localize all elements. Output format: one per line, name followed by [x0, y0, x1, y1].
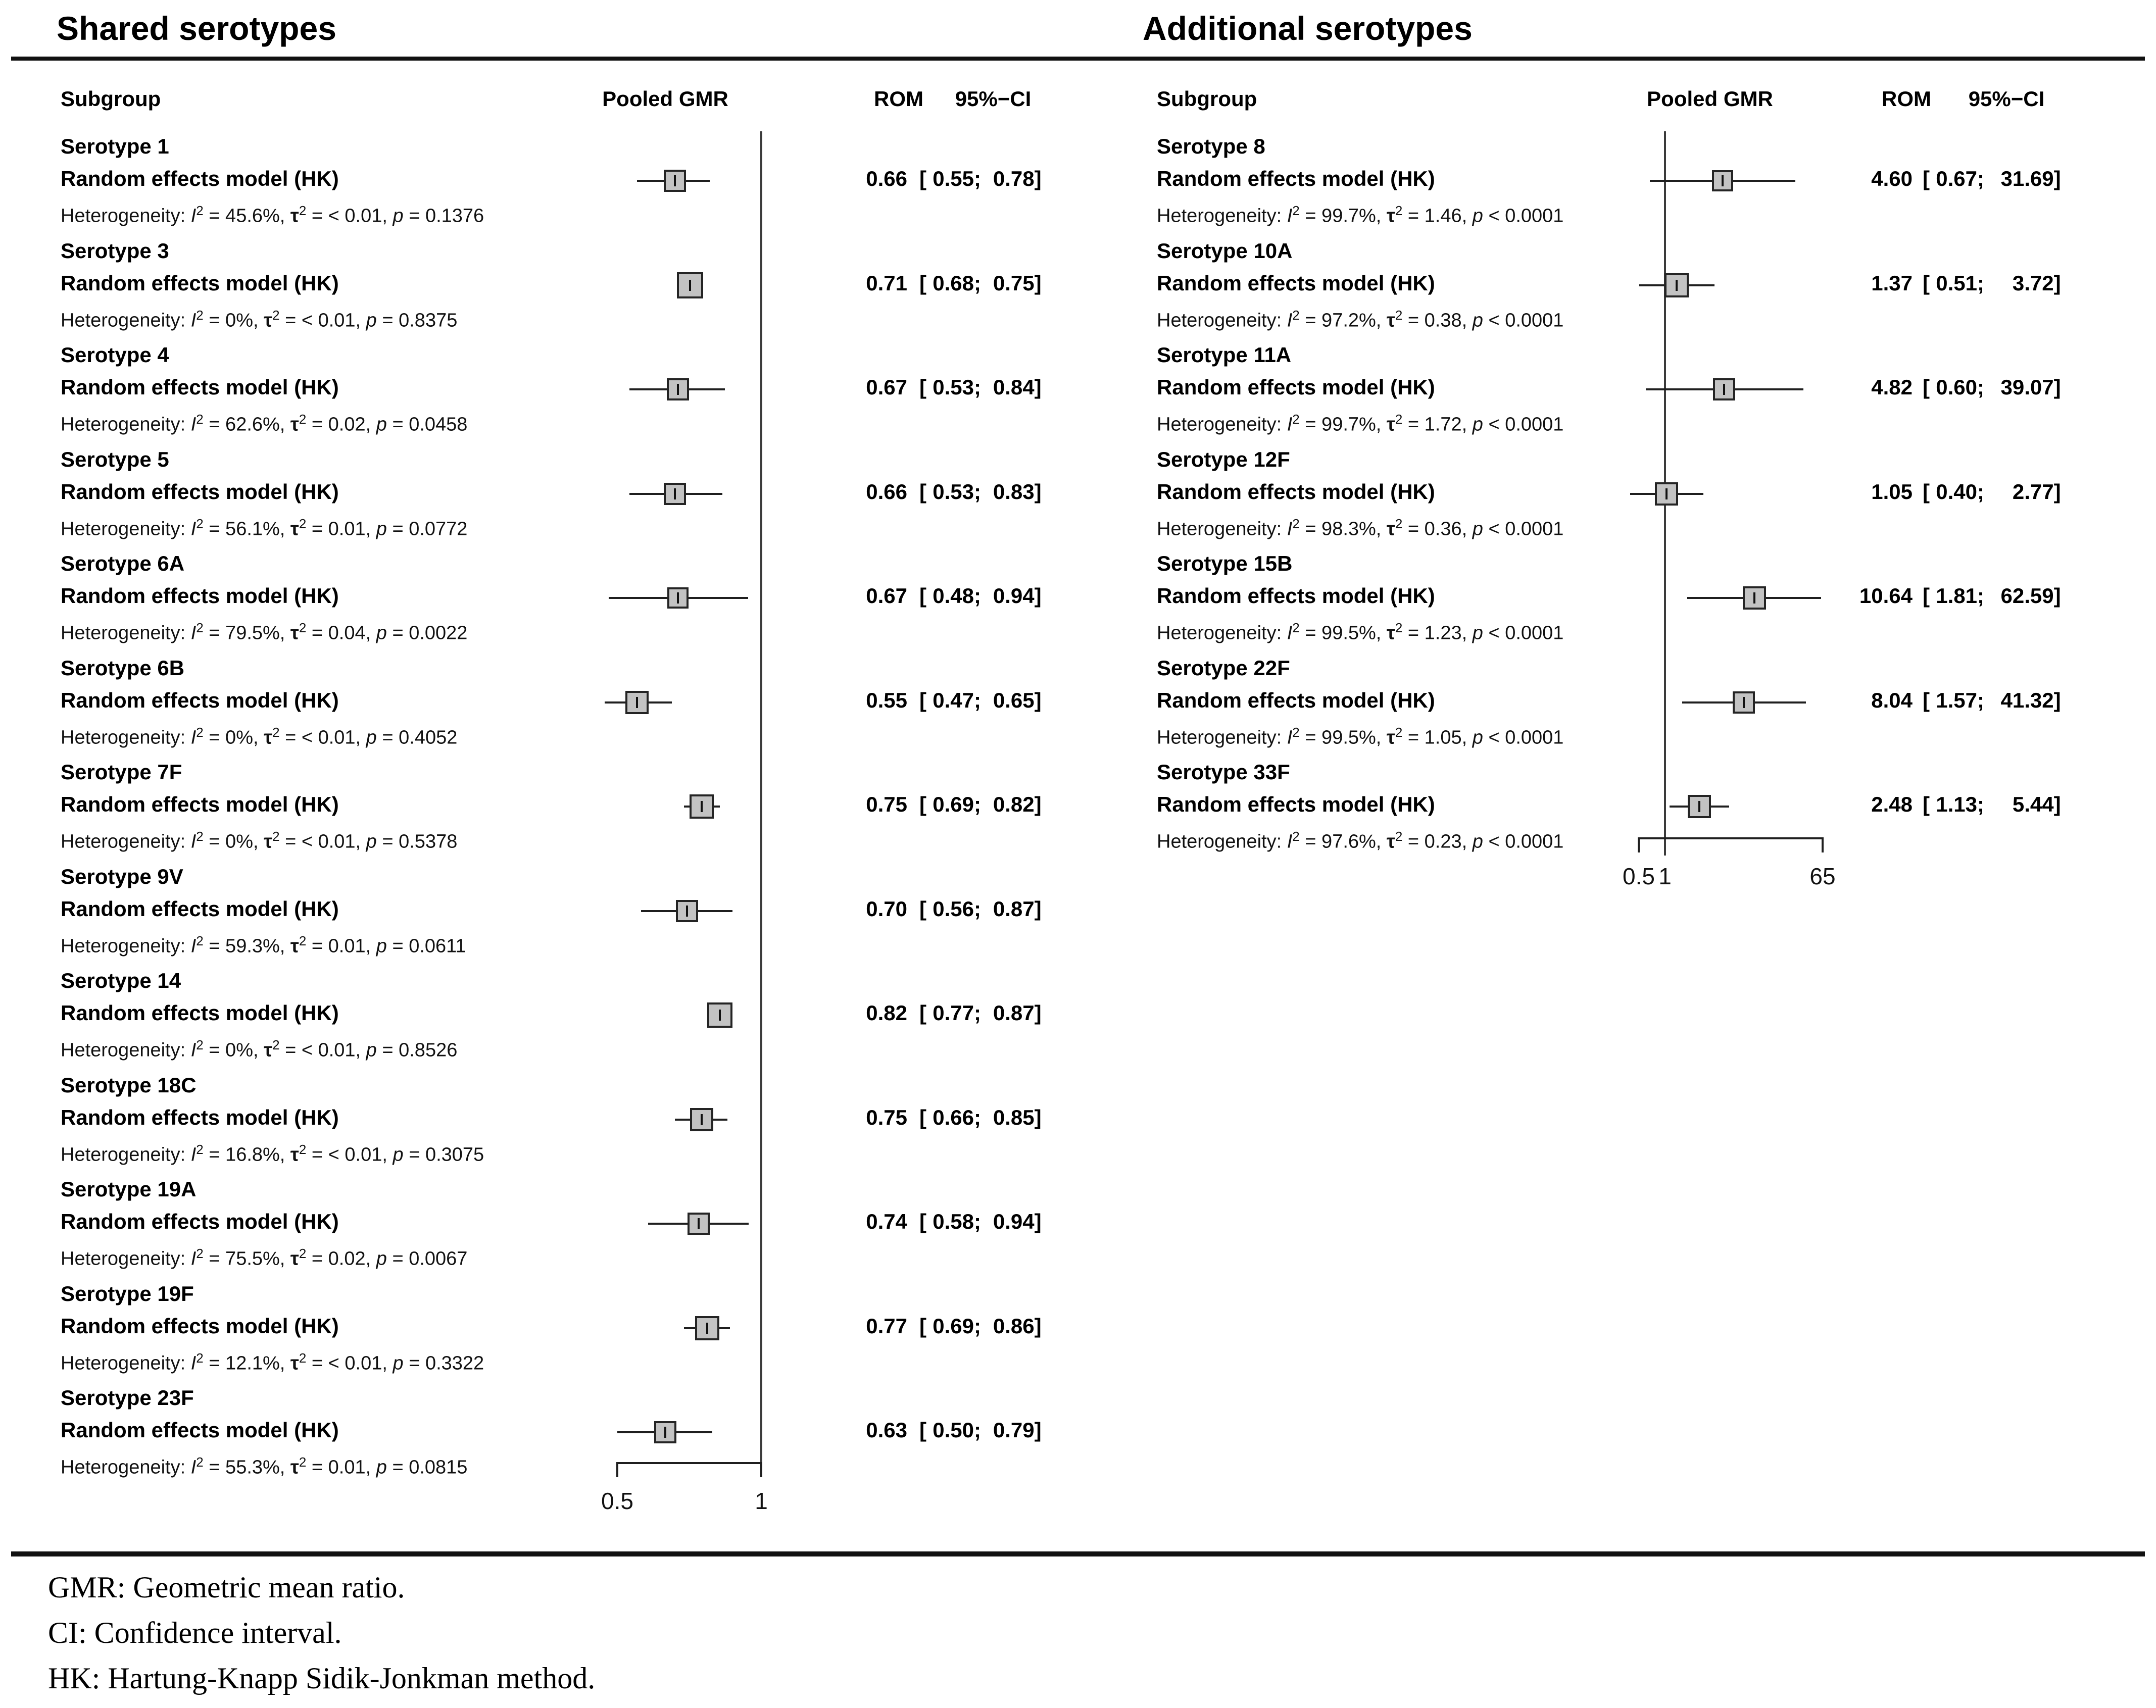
model-label: Random effects model (HK)	[61, 897, 339, 921]
axis-line	[1639, 837, 1823, 839]
axis-line	[617, 1462, 761, 1464]
rom-value: 0.63	[866, 1418, 907, 1442]
point-estimate-tick	[674, 175, 676, 186]
rom-value: 0.55	[866, 688, 907, 712]
point-estimate-tick	[1723, 384, 1725, 395]
ci-value: [ 0.53; 0.83]	[919, 480, 1042, 504]
point-estimate-tick	[719, 1010, 721, 1021]
axis-tick	[1638, 837, 1640, 852]
rom-value: 0.67	[866, 375, 907, 399]
subgroup-label: Serotype 11A	[1157, 343, 1292, 367]
model-label: Random effects model (HK)	[1157, 584, 1435, 608]
subgroup-label: Serotype 18C	[61, 1073, 197, 1097]
axis-tick	[616, 1462, 618, 1477]
right-column-header-subgroup: Subgroup	[1157, 87, 1257, 111]
footnote-hk: HK: Hartung-Knapp Sidik-Jonkman method.	[48, 1662, 596, 1695]
model-label: Random effects model (HK)	[61, 480, 339, 504]
subgroup-label: Serotype 10A	[1157, 239, 1293, 263]
ci-value: [ 0.51; 3.72]	[1923, 271, 2061, 295]
model-label: Random effects model (HK)	[61, 167, 339, 190]
point-estimate-tick	[677, 592, 679, 604]
footer-divider	[11, 1551, 2145, 1556]
point-estimate-tick	[1753, 592, 1755, 604]
axis-tick-label: 1	[755, 1488, 768, 1514]
axis-tick-label: 65	[1809, 863, 1836, 889]
rom-value: 4.60	[1871, 167, 1913, 190]
ci-value: [ 0.58; 0.94]	[919, 1210, 1042, 1233]
rom-value: 0.71	[866, 271, 907, 295]
subgroup-label: Serotype 3	[61, 239, 169, 263]
right-column-header-ci: 95%−CI	[1968, 87, 2045, 111]
heterogeneity-text: Heterogeneity: $I^2 = 98.3\%$, $\tau^2 = 0.36$, p < 0.0001	[1157, 516, 1564, 540]
left-panel-title: Shared serotypes	[57, 10, 336, 47]
point-estimate-tick	[674, 488, 676, 499]
heterogeneity-text: Heterogeneity: $I^2 = 12.1\%$, $\tau^2$ = < 0.01, p = 0.3322	[61, 1350, 484, 1374]
subgroup-label: Serotype 9V	[61, 865, 183, 888]
ci-value: [ 1.57; 41.32]	[1923, 688, 2061, 712]
heterogeneity-text: Heterogeneity: $I^2 = 16.8\%$, $\tau^2$ = < 0.01, p = 0.3075	[61, 1142, 484, 1166]
subgroup-label: Serotype 33F	[1157, 760, 1290, 784]
rom-value: 4.82	[1871, 375, 1913, 399]
model-label: Random effects model (HK)	[61, 1106, 339, 1129]
model-label: Random effects model (HK)	[1157, 375, 1435, 399]
subgroup-label: Serotype 23F	[61, 1386, 194, 1410]
heterogeneity-text: Heterogeneity: $I^2 = 97.6\%$, $\tau^2 = 0.23$, p < 0.0001	[1157, 829, 1564, 852]
heterogeneity-text: Heterogeneity: $I^2 = 56.1\%$, $\tau^2 = 0.01$, p = 0.0772	[61, 516, 468, 540]
point-estimate-tick	[686, 906, 688, 917]
axis-tick-label: 1	[1658, 863, 1672, 889]
point-estimate-tick	[1743, 697, 1745, 708]
point-estimate-tick	[706, 1323, 708, 1334]
ci-value: [ 0.48; 0.94]	[919, 584, 1042, 608]
ci-value: [ 0.50; 0.79]	[919, 1418, 1042, 1442]
left-column-header-subgroup: Subgroup	[61, 87, 161, 111]
point-estimate-tick	[1722, 175, 1724, 186]
subgroup-label: Serotype 7F	[61, 760, 182, 784]
axis-tick-label: 0.5	[601, 1488, 633, 1514]
reference-line	[760, 131, 762, 1462]
heterogeneity-text: Heterogeneity: $I^2 = 0\%$, $\tau^2$ = < 0.01, p = 0.4052	[61, 725, 458, 748]
ci-value: [ 0.55; 0.78]	[919, 167, 1042, 190]
ci-value: [ 0.47; 0.65]	[919, 688, 1042, 712]
point-estimate-tick	[664, 1427, 666, 1438]
left-column-header-pooled-gmr: Pooled GMR	[602, 87, 728, 111]
point-estimate-tick	[701, 801, 703, 812]
point-estimate-tick	[677, 384, 679, 395]
model-label: Random effects model (HK)	[1157, 167, 1435, 190]
point-estimate-tick	[1665, 488, 1668, 499]
model-label: Random effects model (HK)	[61, 271, 339, 295]
heterogeneity-text: Heterogeneity: $I^2 = 55.3\%$, $\tau^2 = 0.01$, p = 0.0815	[61, 1454, 468, 1478]
model-label: Random effects model (HK)	[1157, 792, 1435, 816]
subgroup-label: Serotype 5	[61, 447, 169, 471]
subgroup-label: Serotype 14	[61, 969, 181, 992]
heterogeneity-text: Heterogeneity: $I^2 = 45.6\%$, $\tau^2$ = < 0.01, p = 0.1376	[61, 203, 484, 227]
rom-value: 8.04	[1871, 688, 1913, 712]
model-label: Random effects model (HK)	[61, 1210, 339, 1233]
subgroup-label: Serotype 19F	[61, 1282, 194, 1305]
axis-tick	[760, 1462, 762, 1477]
model-label: Random effects model (HK)	[1157, 271, 1435, 295]
heterogeneity-text: Heterogeneity: $I^2 = 0\%$, $\tau^2$ = < 0.01, p = 0.8526	[61, 1037, 458, 1061]
model-label: Random effects model (HK)	[61, 584, 339, 608]
rom-value: 0.75	[866, 1106, 907, 1129]
axis-tick-label: 0.5	[1623, 863, 1655, 889]
point-estimate-tick	[1676, 280, 1678, 291]
ci-value: [ 0.60; 39.07]	[1923, 375, 2061, 399]
ci-value: [ 0.56; 0.87]	[919, 897, 1042, 921]
subgroup-label: Serotype 6B	[61, 656, 185, 680]
rom-value: 0.67	[866, 584, 907, 608]
point-estimate-tick	[698, 1218, 700, 1229]
rom-value: 0.66	[866, 480, 907, 504]
rom-value: 0.74	[866, 1210, 907, 1233]
model-label: Random effects model (HK)	[1157, 688, 1435, 712]
ci-value: [ 0.68; 0.75]	[919, 271, 1042, 295]
heterogeneity-text: Heterogeneity: $I^2 = 99.5\%$, $\tau^2 = 1.23$, p < 0.0001	[1157, 620, 1564, 644]
model-label: Random effects model (HK)	[61, 1314, 339, 1338]
axis-tick	[1822, 837, 1824, 852]
rom-value: 0.66	[866, 167, 907, 190]
heterogeneity-text: Heterogeneity: $I^2 = 0\%$, $\tau^2$ = < 0.01, p = 0.8375	[61, 308, 458, 331]
model-label: Random effects model (HK)	[61, 792, 339, 816]
footnote-gmr: GMR: Geometric mean ratio.	[48, 1571, 405, 1604]
heterogeneity-text: Heterogeneity: $I^2 = 99.7\%$, $\tau^2 = 1.72$, p < 0.0001	[1157, 412, 1564, 435]
ci-value: [ 0.66; 0.85]	[919, 1106, 1042, 1129]
subgroup-label: Serotype 19A	[61, 1177, 197, 1201]
rom-value: 1.05	[1871, 480, 1913, 504]
left-column-header-rom: ROM	[874, 87, 923, 111]
subgroup-label: Serotype 12F	[1157, 447, 1290, 471]
left-column-header-ci: 95%−CI	[955, 87, 1032, 111]
rom-value: 0.77	[866, 1314, 907, 1338]
heterogeneity-text: Heterogeneity: $I^2 = 62.6\%$, $\tau^2 = 0.02$, p = 0.0458	[61, 412, 468, 435]
rom-value: 0.70	[866, 897, 907, 921]
rom-value: 0.75	[866, 792, 907, 816]
ci-value: [ 0.53; 0.84]	[919, 375, 1042, 399]
ci-value: [ 0.69; 0.86]	[919, 1314, 1042, 1338]
ci-value: [ 0.69; 0.82]	[919, 792, 1042, 816]
footnote-ci: CI: Confidence interval.	[48, 1616, 342, 1649]
heterogeneity-text: Heterogeneity: $I^2 = 99.5\%$, $\tau^2 = 1.05$, p < 0.0001	[1157, 725, 1564, 748]
right-column-header-rom: ROM	[1882, 87, 1931, 111]
heterogeneity-text: Heterogeneity: $I^2 = 75.5\%$, $\tau^2 = 0.02$, p = 0.0067	[61, 1246, 468, 1270]
subgroup-label: Serotype 1	[61, 134, 169, 158]
ci-value: [ 1.13; 5.44]	[1923, 792, 2061, 816]
title-divider	[11, 57, 2145, 61]
ci-value: [ 0.40; 2.77]	[1923, 480, 2061, 504]
ci-value: [ 0.67; 31.69]	[1923, 167, 2061, 190]
model-label: Random effects model (HK)	[61, 375, 339, 399]
rom-value: 2.48	[1871, 792, 1913, 816]
model-label: Random effects model (HK)	[61, 1418, 339, 1442]
heterogeneity-text: Heterogeneity: $I^2 = 79.5\%$, $\tau^2 = 0.04$, p = 0.0022	[61, 620, 468, 644]
ci-value: [ 1.81; 62.59]	[1923, 584, 2061, 608]
point-estimate-tick	[636, 697, 638, 708]
heterogeneity-text: Heterogeneity: $I^2 = 0\%$, $\tau^2$ = < 0.01, p = 0.5378	[61, 829, 458, 852]
model-label: Random effects model (HK)	[1157, 480, 1435, 504]
subgroup-label: Serotype 15B	[1157, 551, 1293, 575]
point-estimate-tick	[689, 280, 691, 291]
rom-value: 10.64	[1859, 584, 1913, 608]
ci-value: [ 0.77; 0.87]	[919, 1001, 1042, 1025]
rom-value: 0.82	[866, 1001, 907, 1025]
model-label: Random effects model (HK)	[61, 688, 339, 712]
subgroup-label: Serotype 22F	[1157, 656, 1290, 680]
right-column-header-pooled-gmr: Pooled GMR	[1647, 87, 1773, 111]
rom-value: 1.37	[1871, 271, 1913, 295]
heterogeneity-text: Heterogeneity: $I^2 = 97.2\%$, $\tau^2 = 0.38$, p < 0.0001	[1157, 308, 1564, 331]
subgroup-label: Serotype 8	[1157, 134, 1265, 158]
subgroup-label: Serotype 4	[61, 343, 169, 367]
heterogeneity-text: Heterogeneity: $I^2 = 99.7\%$, $\tau^2 = 1.46$, p < 0.0001	[1157, 203, 1564, 227]
subgroup-label: Serotype 6A	[61, 551, 185, 575]
point-estimate-tick	[701, 1114, 703, 1125]
heterogeneity-text: Heterogeneity: $I^2 = 59.3\%$, $\tau^2 = 0.01$, p = 0.0611	[61, 933, 466, 957]
model-label: Random effects model (HK)	[61, 1001, 339, 1025]
right-panel-title: Additional serotypes	[1143, 10, 1473, 47]
point-estimate-tick	[1698, 801, 1700, 812]
